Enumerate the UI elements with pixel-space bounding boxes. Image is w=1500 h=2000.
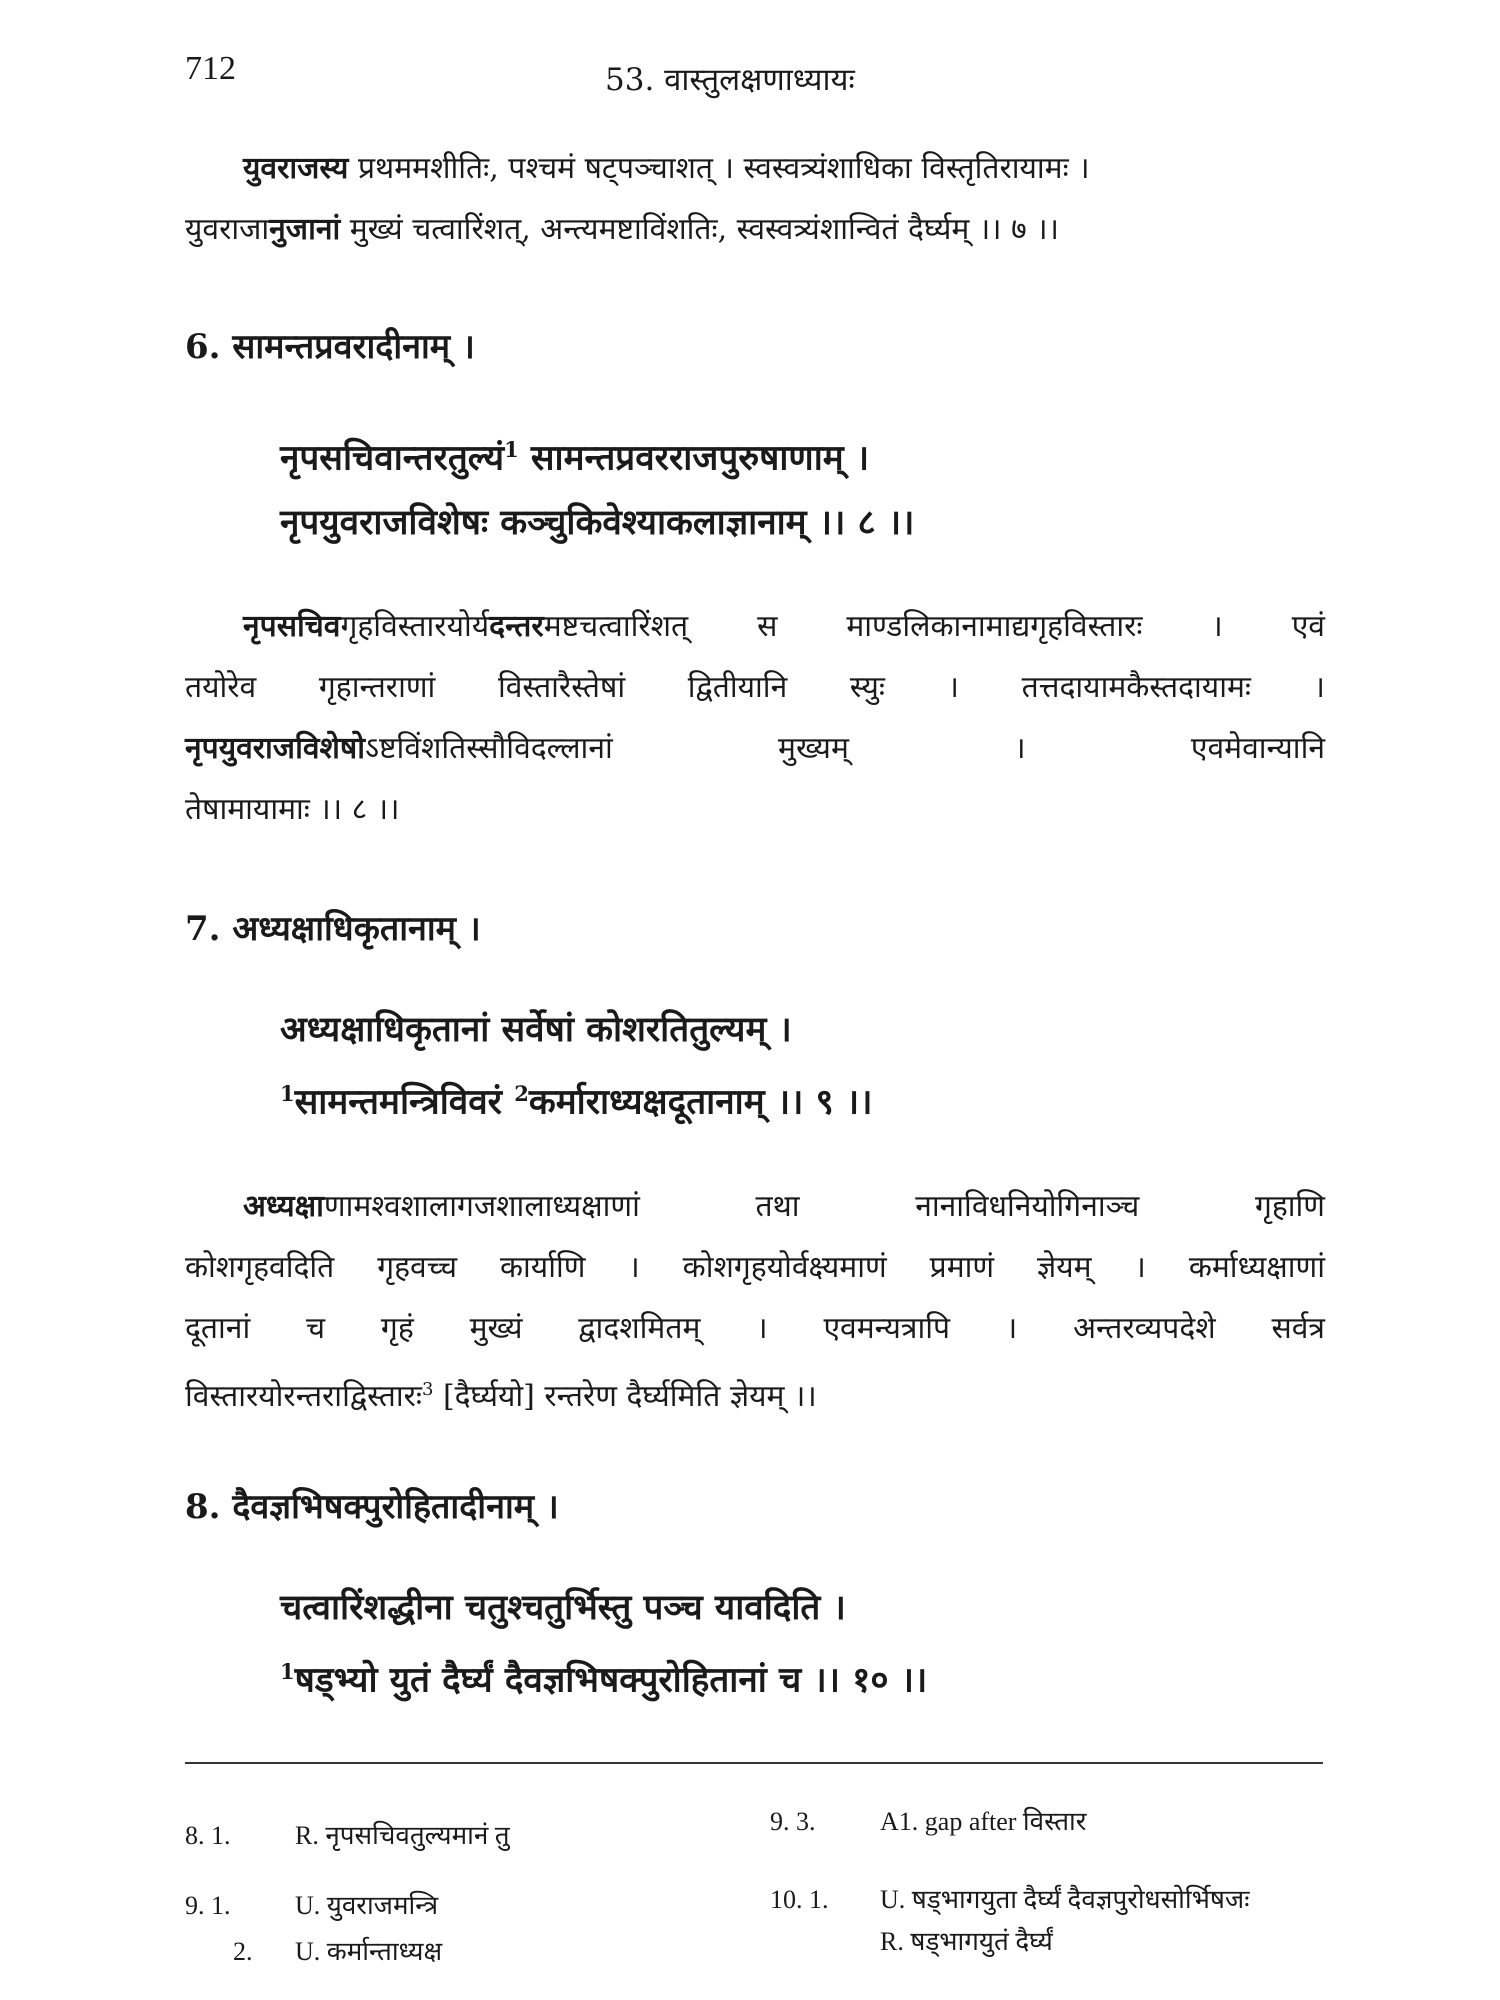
footnote-8-1 (185, 1816, 510, 1852)
footnote-marker: 3 (421, 1379, 434, 1400)
text-line: तयोरेव गृहान्तराणां विस्तारैस्तेषां द्वितीयानि स्युः । तत्तदायामकैस्तदायामः । (185, 670, 1325, 705)
footnote-9-3 (770, 1802, 1086, 1838)
text-line (185, 1176, 1325, 1237)
footnote-marker: 1 (280, 1659, 295, 1684)
text-run: युवराजा (185, 212, 270, 247)
text-run: विस्तारयोरन्तराद्विस्तारः (185, 1379, 422, 1414)
verse-10 (280, 1576, 927, 1713)
text-run: षड्भ्यो युतं दैर्घ्यं दैवज्ञभिषक्पुरोहितानां च ।। १० ।। (294, 1659, 928, 1701)
footnote-10-1 (770, 1880, 1249, 1916)
bold-term: युवराजस्य (243, 151, 349, 186)
text-run: कर्माराध्यक्षदूतानाम् ।। ९ ।। (528, 1081, 873, 1123)
footnote-number: 2. (233, 1937, 253, 1966)
bold-term: नृपयुवराजविशेषो (185, 731, 366, 766)
commentary-paragraph-7 (185, 138, 1325, 260)
footnote-text: U. कर्मान्ताध्यक्ष (295, 1937, 443, 1966)
text-run: मुख्यं चत्वारिंशत्, अन्त्यमष्टाविंशतिः, स्वस्वत्र्यंशान्वितं दैर्घ्यम् ।। ७ ।। (340, 212, 1059, 247)
verse-line: चत्वारिंशद्धीना चतुश्चतुर्भिस्तु पञ्च यावदिति । (280, 1587, 846, 1628)
footnote-text: U. षड्भागयुता दैर्घ्यं दैवज्ञपुरोधसोर्भिषजः (880, 1885, 1250, 1914)
text-line: दूतानां च गृहं मुख्यं द्वादशमितम् । एवमन्यत्रापि । अन्तरव्यपदेशे सर्वत्र (185, 1311, 1325, 1346)
page-number: 712 (185, 50, 236, 87)
footnote-text: U. युवराजमन्त्रि (295, 1891, 439, 1920)
commentary-paragraph-8 (185, 596, 1325, 840)
bold-term: अध्यक्षा (243, 1189, 324, 1224)
text-run: सामन्तप्रवरराजपुरुषाणाम् । (518, 437, 870, 479)
footnote-marker: 1 (280, 1081, 295, 1106)
text-run: प्रथममशीतिः, पश्चमं षट्पञ्चाशत् । स्वस्वत्र्यंशाधिका विस्तृतिरायामः । (348, 151, 1090, 186)
text-line: कोशगृहवदिति गृहवच्च कार्याणि । कोशगृहयोर्वक्ष्यमाणं प्रमाणं ज्ञेयम् । कर्माध्यक्षाणां (185, 1250, 1325, 1285)
footnote-divider (185, 1762, 1323, 1764)
verse-line (280, 1062, 872, 1135)
verse-line: अध्यक्षाधिकृतानां सर्वेषां कोशरतितुल्यम् । (280, 1009, 792, 1050)
bold-term: नुजानां (269, 212, 341, 247)
text-run: नृपसचिवान्तरतुल्यं (280, 437, 505, 479)
running-head: 53. वास्तुलक्षणाध्यायः (605, 62, 855, 98)
commentary-paragraph-9 (185, 1176, 1325, 1427)
footnote-9-1 (185, 1886, 438, 1922)
section-heading-8: 8. दैवज्ञभिषक्पुरोहितादीनाम् । (185, 1487, 559, 1527)
footnote-number: 10. 1. (770, 1885, 829, 1914)
text-line (185, 1359, 1325, 1427)
verse-line: नृपयुवराजविशेषः कञ्चुकिवेश्याकलाज्ञानाम् ।। ८ ।। (280, 501, 915, 543)
text-run: ऽष्टविंशतिस्सौविदल्लानां मुख्यम् । एवमेवान्यानि (365, 731, 1325, 766)
footnote-10-1-variant: R. षड्भागयुतं दैर्घ्यं (880, 1927, 1053, 1956)
footnote-number: 9. 1. (185, 1891, 231, 1920)
bold-term: नृपसचिव (243, 609, 341, 644)
footnote-number: 9. 3. (770, 1807, 816, 1836)
verse-line (280, 1640, 927, 1713)
text-line: तेषामायामाः ।। ८ ।। (185, 792, 400, 827)
footnote-text: R. नृपसचिवतुल्यमानं तु (295, 1821, 510, 1850)
text-line (185, 596, 1325, 657)
verse-line (280, 418, 914, 491)
verse-9 (280, 998, 872, 1135)
text-line (185, 199, 1325, 260)
text-run: गृहविस्तारयोर्य (340, 609, 490, 644)
text-run: णामश्वशालागजशालाध्यक्षाणां तथा नानाविधनियोगिनाञ्च गृहाणि (323, 1189, 1325, 1224)
footnote-text: A1. gap after विस्तार (880, 1807, 1087, 1836)
section-heading-6: 6. सामन्तप्रवरादीनाम् । (185, 327, 475, 367)
verse-8 (280, 418, 914, 555)
text-run: मष्टचत्वारिंशत् स माण्डलिकानामाद्यगृहविस्तारः । एवं (543, 609, 1325, 644)
text-line (185, 718, 1325, 779)
text-run: [दैर्घ्ययो] रन्तरेण दैर्घ्यमिति ज्ञेयम् ।। (433, 1379, 817, 1414)
footnote-marker: 1 (504, 437, 519, 462)
text-line (185, 138, 1325, 199)
footnote-9-2 (233, 1932, 442, 1968)
bold-term: दन्तर (489, 609, 544, 644)
footnote-marker: 2 (514, 1081, 529, 1106)
section-heading-7: 7. अध्यक्षाधिकृतानाम् । (185, 909, 481, 949)
text-run: सामन्तमन्त्रिविवरं (294, 1081, 515, 1123)
footnote-number: 8. 1. (185, 1821, 231, 1850)
